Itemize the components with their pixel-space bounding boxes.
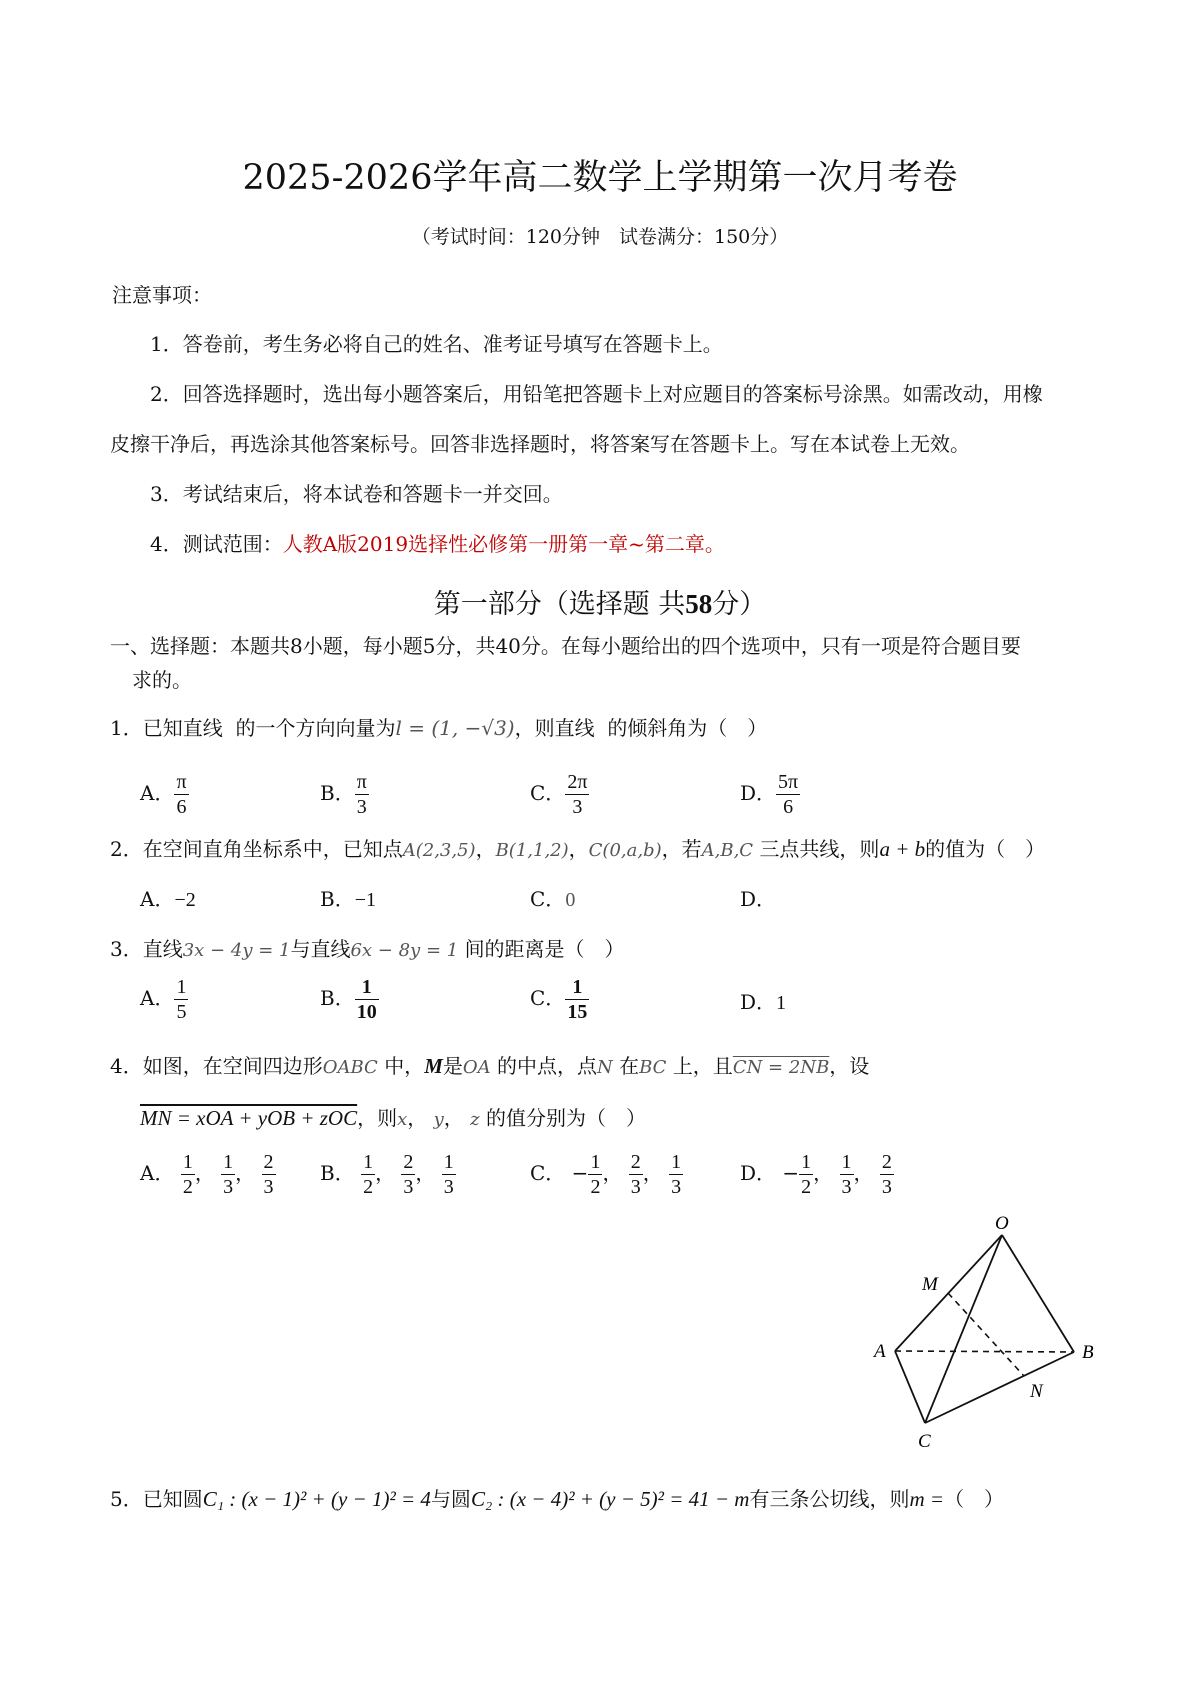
q5-circle-2: C₂ : (x − 4)² + (y − 5)² = 41 − m — [470, 1487, 750, 1511]
q2-option-a-value: −2 — [174, 889, 196, 911]
q2-option-d-label: D． — [740, 887, 777, 911]
q4-c-3-num: 1 — [671, 1151, 682, 1173]
q2-sep-2: ， — [568, 837, 589, 861]
q4-text-b: 中， — [384, 1054, 425, 1078]
q4-b-3-den: 3 — [443, 1176, 454, 1198]
q4-b-frac-3 — [442, 1150, 456, 1199]
q1-direction-vector: l = (1, −√3) — [395, 716, 515, 740]
q4-a-3-den: 3 — [263, 1176, 274, 1198]
q4-d-2-num: 1 — [841, 1151, 852, 1173]
exam-title: 2025-2026学年高二数学上学期第一次月考卷 — [242, 158, 958, 198]
q3-option-d-value: 1 — [776, 992, 787, 1014]
q4-d-3-num: 2 — [881, 1151, 892, 1173]
q4-b-frac-1 — [361, 1150, 375, 1199]
q1-text-c: ，则直线 — [514, 716, 595, 740]
q1-option-b-frac — [355, 770, 369, 819]
q4-var-y: y — [433, 1109, 444, 1130]
q4-a-frac-3 — [262, 1150, 276, 1199]
q2-option-c-value: 0 — [565, 889, 576, 911]
q3-option-b-label: B． — [320, 986, 355, 1010]
q3-option-a-frac — [174, 975, 188, 1024]
label-b: B — [1082, 1342, 1094, 1363]
q3-option-b-frac — [355, 975, 379, 1024]
q4-b-1-den: 2 — [363, 1176, 374, 1198]
q4-b-3-num: 1 — [443, 1151, 454, 1173]
q5-text-d: （ ） — [944, 1487, 1005, 1511]
q5-text-c: 有三条公切线，则 — [749, 1487, 910, 1511]
q4-option-b[interactable]: B． $\frac{1}{2}$ ， $\frac{2}{3}$ ， $\frac{1}{3}$ — [320, 1151, 454, 1198]
part1-instructions-line1: 一、选择题：本题共8小题，每小题5分，共40分。在每小题给出的四个选项中，只有一项是符合题目要 — [110, 634, 1021, 658]
question-4-stem-line1 — [110, 1052, 869, 1082]
q2-option-b-label: B． — [320, 887, 355, 911]
q4-d-frac-1 — [799, 1150, 813, 1199]
edge-cb — [925, 1352, 1074, 1423]
q3-b-num: 1 — [355, 975, 379, 1000]
q4-c-frac-3 — [669, 1150, 683, 1199]
label-a: A — [874, 1341, 886, 1362]
label-m: M — [922, 1274, 938, 1295]
q1-c-den: 3 — [572, 796, 583, 818]
q3-option-b[interactable] — [320, 975, 379, 1024]
q4-option-c-label: C． — [530, 1161, 566, 1185]
q4-b-2-num: 2 — [403, 1151, 414, 1173]
q4-c-1-den: 2 — [590, 1176, 601, 1198]
q4-d-3-den: 3 — [881, 1176, 892, 1198]
q1-option-d-frac — [776, 770, 800, 819]
q4-d-1-den: 2 — [801, 1176, 812, 1198]
q4-c-frac-1 — [588, 1150, 602, 1199]
q4-option-c[interactable]: C． − $\frac{1}{2}$ ， $\frac{2}{3}$ ， $\frac{1}{3}$ — [530, 1151, 682, 1198]
q4-d-frac-3 — [880, 1150, 894, 1199]
q4-text-c: 是 — [442, 1054, 463, 1078]
q4-option-b-label: B． — [320, 1161, 355, 1185]
q1-option-b[interactable] — [320, 770, 369, 819]
q3-option-c-frac — [565, 975, 589, 1024]
q2-point-a: A(2,3,5) — [402, 840, 476, 861]
q2-option-d[interactable] — [740, 885, 776, 913]
q4-var-x: x — [397, 1109, 408, 1130]
q4-d-frac-2 — [840, 1150, 854, 1199]
q1-option-a-label: A． — [140, 781, 175, 805]
q4-c-2-den: 3 — [630, 1176, 641, 1198]
part1-instructions-line2: 求的。 — [132, 668, 192, 692]
q4-d-1-num: 1 — [801, 1151, 812, 1173]
q3-option-c[interactable] — [530, 975, 589, 1024]
q4-d-2-den: 3 — [841, 1176, 852, 1198]
q3-c-den: 15 — [567, 1001, 588, 1023]
q1-a-num: π — [176, 771, 187, 793]
part1-heading-b: 分） — [712, 589, 767, 620]
label-n: N — [1030, 1381, 1043, 1402]
q3-line-2: 6x − 8y = 1 — [350, 940, 459, 961]
q1-option-c-label: C． — [530, 781, 566, 805]
q2-option-b-value: −1 — [354, 889, 376, 911]
q1-d-den: 6 — [783, 796, 794, 818]
q1-b-num: π — [356, 771, 367, 793]
q5-circle-1: C₁ : (x − 1)² + (y − 1)² = 4 — [202, 1487, 431, 1511]
q3-b-den: 10 — [356, 1001, 377, 1023]
q2-text-a: 2．在空间直角坐标系中，已知点 — [110, 837, 403, 861]
q1-option-c-frac — [565, 770, 589, 819]
q4-b-frac-2 — [401, 1150, 415, 1199]
q4-option-d[interactable]: D． − $\frac{1}{2}$ ， $\frac{1}{3}$ ， $\frac{2}{3}$ — [740, 1151, 892, 1198]
q3-text-c: 间的距离是（ ） — [464, 937, 625, 961]
q1-option-d-label: D． — [740, 781, 777, 805]
q3-text-b: 与直线 — [290, 937, 351, 961]
edge-ob — [1002, 1235, 1074, 1352]
q5-text-a: 5．已知圆 — [110, 1487, 203, 1511]
q2-point-c: C(0,a,b) — [588, 840, 662, 861]
q4-a-2-den: 3 — [223, 1176, 234, 1198]
q4-a-frac-2 — [221, 1150, 235, 1199]
exam-subtitle: （考试时间：120分钟 试卷满分：150分） — [411, 226, 789, 248]
q1-c-num: 2π — [567, 771, 588, 793]
notice-item-3: 3．考试结束后，将本试卷和答题卡一并交回。 — [150, 482, 563, 506]
question-3-stem — [110, 935, 625, 965]
q4-c-2-num: 2 — [630, 1151, 641, 1173]
q2-text-d: 的值为（ ） — [925, 837, 1046, 861]
q1-text-b: 的一个方向向量为 — [235, 716, 396, 740]
q2-option-a-label: A． — [140, 887, 175, 911]
q3-option-a[interactable] — [140, 975, 188, 1024]
q4-c-frac-2 — [629, 1150, 643, 1199]
q3-option-d[interactable] — [740, 988, 786, 1017]
q1-text-d: 的倾斜角为（ ） — [607, 716, 768, 740]
notice-item-4-prefix: 4．测试范围： — [150, 532, 283, 556]
label-c: C — [918, 1431, 931, 1452]
q3-a-num: 1 — [176, 976, 187, 998]
test-scope: 人教A版2019选择性必修第一册第一章~第二章。 — [282, 532, 725, 556]
part1-heading-score: 58 — [685, 589, 713, 619]
q4-a-3-num: 2 — [263, 1151, 274, 1173]
q2-text-c: 三点共线，则 — [759, 837, 880, 861]
q3-option-d-label: D． — [740, 990, 777, 1014]
q2-option-a[interactable] — [140, 885, 196, 914]
q3-a-den: 5 — [176, 1001, 187, 1023]
q3-c-num: 1 — [565, 975, 589, 1000]
q4-text-h: ，则 — [357, 1106, 398, 1130]
question-4-stem-line2 — [140, 1104, 646, 1134]
q4-segment-oa: OA — [462, 1057, 491, 1078]
q2-points: A,B,C — [701, 840, 754, 861]
q2-option-c[interactable] — [530, 885, 575, 914]
q4-var-z: z — [470, 1109, 480, 1130]
q1-b-den: 3 — [356, 796, 367, 818]
q4-option-a[interactable]: A． $\frac{1}{2}$ ， $\frac{1}{3}$ ， $\frac{2}{3}$ — [140, 1151, 274, 1198]
question-5-stem — [110, 1485, 1004, 1513]
question-2-stem — [110, 835, 1045, 865]
q4-text-d: 的中点，点 — [497, 1054, 597, 1078]
q4-segment-bc: BC — [639, 1057, 667, 1078]
q4-b-1-num: 1 — [363, 1151, 374, 1173]
q2-expression: a + b — [879, 837, 926, 861]
q1-option-a[interactable] — [140, 770, 189, 819]
q3-text-a: 3．直线 — [110, 937, 183, 961]
notice-item-1: 1．答卷前，考生务必将自己的姓名、准考证号填写在答题卡上。 — [150, 332, 723, 356]
q4-comma-2: ， — [443, 1106, 464, 1130]
q2-text-b: ，若 — [661, 837, 702, 861]
q4-text-g: ，设 — [829, 1054, 870, 1078]
q1-option-a-frac — [174, 770, 188, 819]
q4-c-1-num: 1 — [590, 1151, 601, 1173]
q1-a-den: 6 — [176, 796, 187, 818]
tetrahedron-figure — [860, 1215, 1100, 1455]
q3-option-a-label: A． — [140, 986, 175, 1010]
q4-text-a: 4．如图，在空间四边形 — [110, 1054, 323, 1078]
q1-option-d[interactable] — [740, 770, 800, 819]
q1-option-c[interactable] — [530, 770, 589, 819]
q4-a-2-num: 1 — [223, 1151, 234, 1173]
notice-item-2-line2: 皮擦干净后，再选涂其他答案标号。回答非选择题时，将答案写在答题卡上。写在本试卷上无效。 — [110, 432, 970, 456]
q4-c-3-den: 3 — [671, 1176, 682, 1198]
q4-vector-equation: MN = xOA + yOB + zOC — [140, 1106, 358, 1130]
question-1-stem — [110, 714, 767, 742]
q4-a-1-num: 1 — [182, 1151, 193, 1173]
edge-oc — [925, 1235, 1002, 1423]
q4-condition: CN = 2NB — [732, 1057, 830, 1078]
edge-ac — [895, 1351, 925, 1423]
q4-text-e: 在 — [619, 1054, 640, 1078]
q1-d-num: 5π — [778, 771, 799, 793]
q4-a-frac-1 — [181, 1150, 195, 1199]
q2-sep-1: ， — [475, 837, 496, 861]
label-o: O — [995, 1215, 1009, 1234]
q4-text-f: 上，且 — [672, 1054, 733, 1078]
q4-option-a-label: A． — [140, 1161, 175, 1185]
q3-line-1: 3x − 4y = 1 — [182, 940, 291, 961]
q2-point-b: B(1,1,2) — [495, 840, 569, 861]
edge-ab-hidden — [895, 1351, 1074, 1352]
q4-b-2-den: 3 — [403, 1176, 414, 1198]
q2-option-b[interactable] — [320, 885, 376, 914]
q5-text-b: 与圆 — [430, 1487, 471, 1511]
q4-comma-1: ， — [407, 1106, 428, 1130]
q3-option-c-label: C． — [530, 986, 566, 1010]
segment-mn — [948, 1293, 1024, 1376]
part1-heading-a: 第一部分（选择题 共 — [433, 589, 686, 620]
q1-text-a: 1．已知直线 — [110, 716, 223, 740]
notice-item-2-line1: 2．回答选择题时，选出每小题答案后，用铅笔把答题卡上对应题目的答案标号涂黑。如需改动，用橡 — [150, 382, 1043, 406]
q4-option-d-label: D． — [740, 1161, 777, 1185]
q4-text-i: 的值分别为（ ） — [486, 1106, 646, 1130]
q4-d-1-sign: − — [782, 1161, 800, 1185]
q4-c-1-sign: − — [571, 1161, 589, 1185]
part1-heading — [0, 582, 1200, 621]
q4-quad: OABC — [322, 1057, 378, 1078]
q1-option-b-label: B． — [320, 781, 355, 805]
q2-option-c-label: C． — [530, 887, 566, 911]
notice-item-4 — [150, 530, 725, 558]
notice-heading: 注意事项： — [112, 283, 212, 307]
q4-a-1-den: 2 — [182, 1176, 193, 1198]
q4-point-n: N — [597, 1057, 613, 1078]
q5-variable: m = — [909, 1487, 945, 1511]
q4-point-m: M — [424, 1054, 443, 1078]
